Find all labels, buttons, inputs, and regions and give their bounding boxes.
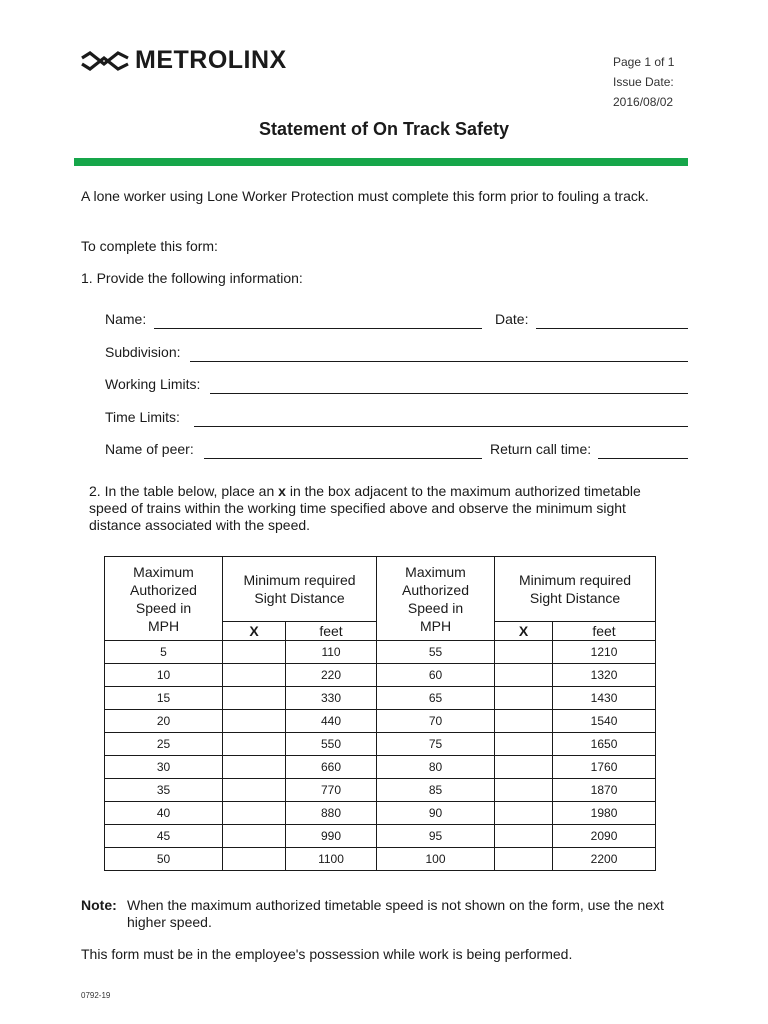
possession-statement: This form must be in the employee's possession while work is being performed.: [81, 946, 573, 962]
date-field[interactable]: [536, 328, 688, 329]
feet-cell: 2200: [553, 848, 656, 871]
subdivision-label: Subdivision:: [105, 344, 181, 360]
field-row-subdivision: [105, 344, 688, 364]
note-label: Note:: [81, 897, 117, 913]
feet-cell: 990: [286, 825, 377, 848]
x-checkbox-cell[interactable]: [495, 779, 553, 802]
table-row: [105, 687, 656, 710]
logo-text: METROLINX: [135, 46, 287, 74]
name-of-peer-field[interactable]: [204, 458, 482, 459]
metrolinx-mark-icon: [80, 50, 130, 72]
speed-cell: 45: [105, 825, 223, 848]
feet-cell: 1540: [553, 710, 656, 733]
speed-cell: 25: [105, 733, 223, 756]
step-2-x-mark: x: [278, 483, 286, 499]
table-row: [105, 733, 656, 756]
speed-cell: 60: [377, 664, 495, 687]
x-checkbox-cell[interactable]: [495, 687, 553, 710]
table-row: [105, 779, 656, 802]
x-checkbox-cell[interactable]: [223, 733, 286, 756]
feet-cell: 110: [286, 641, 377, 664]
step-2-before: 2. In the table below, place an: [89, 483, 279, 499]
x-checkbox-cell[interactable]: [495, 733, 553, 756]
intro-paragraph: A lone worker using Lone Worker Protection must complete this form prior to fouling a track.: [81, 188, 649, 204]
x-checkbox-cell[interactable]: [223, 710, 286, 733]
time-limits-label: Time Limits:: [105, 409, 180, 425]
feet-cell: 550: [286, 733, 377, 756]
feet-cell: 1650: [553, 733, 656, 756]
page-label: Page: [613, 55, 642, 69]
page-value: 1 of 1: [644, 55, 675, 69]
field-row-peer-return: [105, 441, 688, 461]
step-2-after: in the box adjacent to the maximum authorized timetable speed of trains within the working time specified above and observe the minimum sight distance associated with the speed.: [89, 483, 641, 533]
speed-cell: 95: [377, 825, 495, 848]
speed-header-left: Maximum Authorized Speed in MPH: [105, 557, 223, 641]
x-checkbox-cell[interactable]: [495, 664, 553, 687]
speed-cell: 15: [105, 687, 223, 710]
feet-header-left: feet: [286, 622, 377, 641]
distance-header-right: Minimum required Sight Distance: [495, 557, 656, 622]
speed-cell: 5: [105, 641, 223, 664]
feet-header-right: feet: [553, 622, 656, 641]
working-limits-field[interactable]: [210, 393, 688, 394]
feet-cell: 1760: [553, 756, 656, 779]
x-header-left: X: [223, 622, 286, 641]
page-title: Statement of On Track Safety: [258, 119, 510, 139]
x-checkbox-cell[interactable]: [495, 756, 553, 779]
table-row: [105, 641, 656, 664]
table-body: [105, 641, 656, 871]
speed-header-right: Maximum Authorized Speed in MPH: [377, 557, 495, 641]
step-1-text: 1. Provide the following information:: [81, 270, 303, 286]
table-row: [105, 848, 656, 871]
speed-cell: 20: [105, 710, 223, 733]
instructions-heading: To complete this form:: [81, 238, 218, 254]
field-row-working-limits: [105, 376, 688, 396]
x-checkbox-cell[interactable]: [495, 641, 553, 664]
feet-cell: 1210: [553, 641, 656, 664]
x-checkbox-cell[interactable]: [223, 848, 286, 871]
speed-cell: 70: [377, 710, 495, 733]
form-code: 0792-19: [81, 991, 111, 1000]
date-label: Date:: [495, 311, 529, 327]
x-checkbox-cell[interactable]: [223, 641, 286, 664]
speed-cell: 50: [105, 848, 223, 871]
speed-cell: 35: [105, 779, 223, 802]
x-checkbox-cell[interactable]: [495, 802, 553, 825]
x-checkbox-cell[interactable]: [495, 825, 553, 848]
feet-cell: 770: [286, 779, 377, 802]
subdivision-field[interactable]: [190, 361, 688, 362]
return-call-time-field[interactable]: [598, 458, 688, 459]
feet-cell: 440: [286, 710, 377, 733]
x-checkbox-cell[interactable]: [223, 779, 286, 802]
issue-date-label: Issue Date:: [613, 75, 674, 89]
speed-cell: 55: [377, 641, 495, 664]
name-label: Name:: [105, 311, 147, 327]
feet-cell: 1980: [553, 802, 656, 825]
table-row: [105, 710, 656, 733]
speed-cell: 10: [105, 664, 223, 687]
x-header-right: X: [495, 622, 553, 641]
field-row-time-limits: [105, 409, 688, 429]
speed-distance-table: [104, 556, 656, 871]
speed-cell: 30: [105, 756, 223, 779]
x-checkbox-cell[interactable]: [223, 825, 286, 848]
speed-cell: 75: [377, 733, 495, 756]
feet-cell: 660: [286, 756, 377, 779]
issue-date-value: 2016/08/02: [613, 95, 674, 109]
name-field[interactable]: [154, 328, 482, 329]
x-checkbox-cell[interactable]: [495, 848, 553, 871]
time-limits-field[interactable]: [194, 426, 688, 427]
step-2-text: [89, 483, 669, 534]
return-call-time-label: Return call time:: [490, 441, 592, 457]
x-checkbox-cell[interactable]: [223, 802, 286, 825]
table-row: [105, 825, 656, 848]
feet-cell: 330: [286, 687, 377, 710]
speed-cell: 100: [377, 848, 495, 871]
feet-cell: 2090: [553, 825, 656, 848]
distance-header-left: Minimum required Sight Distance: [223, 557, 377, 622]
table-row: [105, 802, 656, 825]
speed-cell: 65: [377, 687, 495, 710]
speed-cell: 80: [377, 756, 495, 779]
name-of-peer-label: Name of peer:: [105, 441, 194, 457]
x-checkbox-cell[interactable]: [223, 756, 286, 779]
speed-cell: 40: [105, 802, 223, 825]
metrolinx-logo: [80, 46, 287, 75]
x-checkbox-cell[interactable]: [223, 687, 286, 710]
feet-cell: 220: [286, 664, 377, 687]
feet-cell: 1100: [286, 848, 377, 871]
feet-cell: 1320: [553, 664, 656, 687]
field-row-name-date: [105, 311, 688, 331]
page-indicator: [613, 52, 674, 72]
feet-cell: 1430: [553, 687, 656, 710]
document-meta: [613, 52, 674, 112]
speed-cell: 85: [377, 779, 495, 802]
title-divider: [74, 158, 688, 166]
working-limits-label: Working Limits:: [105, 376, 201, 392]
feet-cell: 1870: [553, 779, 656, 802]
table-row: [105, 756, 656, 779]
x-checkbox-cell[interactable]: [495, 710, 553, 733]
note: [81, 897, 691, 931]
speed-cell: 90: [377, 802, 495, 825]
table-row: [105, 664, 656, 687]
note-text: When the maximum authorized timetable speed is not shown on the form, use the next higher speed.: [127, 897, 664, 930]
x-checkbox-cell[interactable]: [223, 664, 286, 687]
feet-cell: 880: [286, 802, 377, 825]
